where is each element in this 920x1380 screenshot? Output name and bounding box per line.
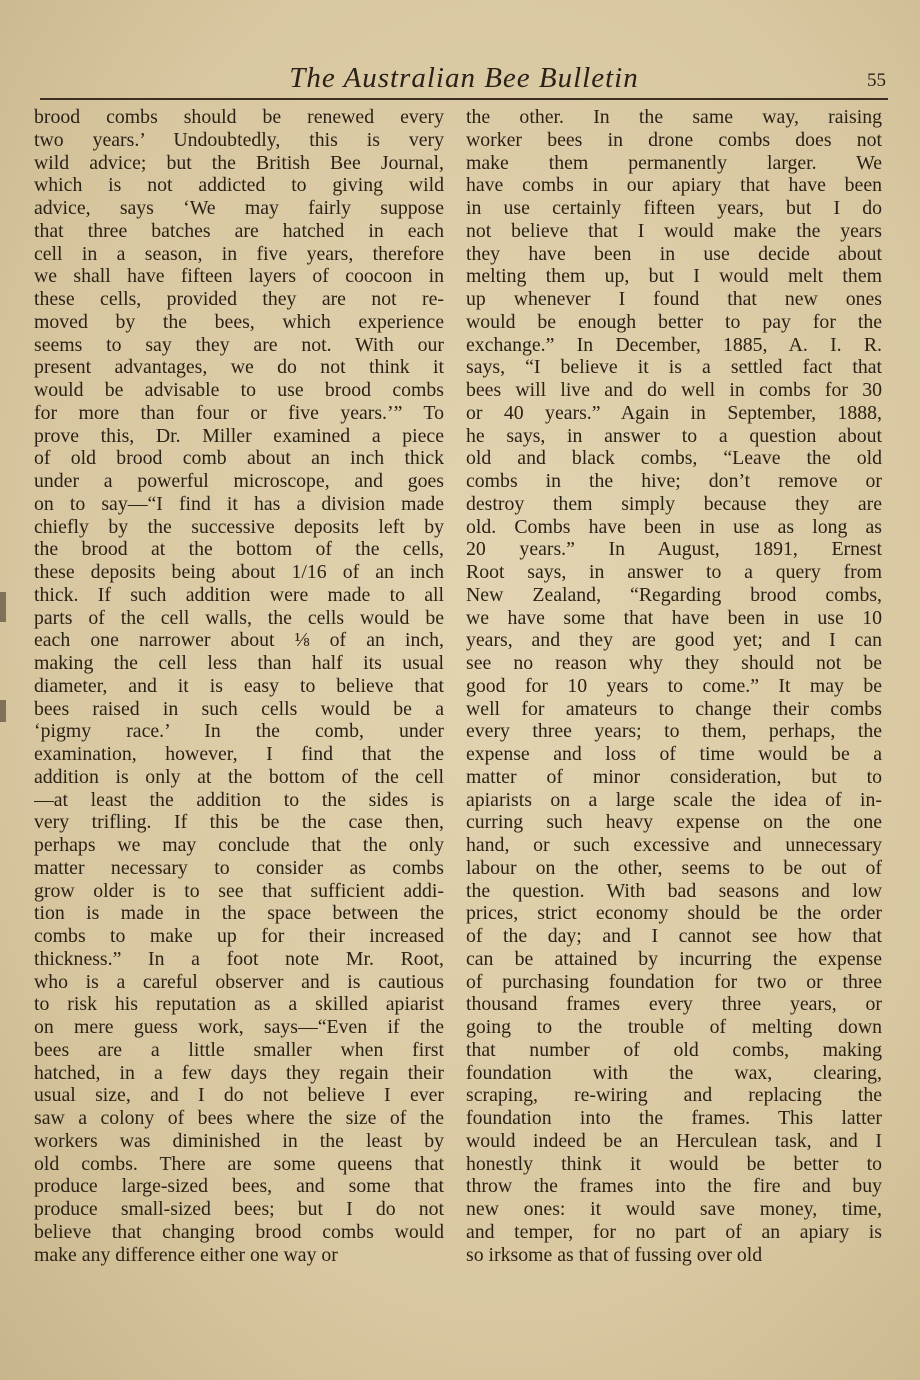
text-line: not believe that I would make the years	[466, 219, 882, 242]
text-line: we shall have fifteen layers of coocoon in	[34, 265, 444, 288]
text-line: produce large-sized bees, and some that	[34, 1175, 444, 1198]
text-line: hand, or such excessive and unnecessary	[466, 834, 882, 856]
text-line: foundation into the frames. This latter	[466, 1107, 882, 1129]
text-line: of purchasing foundation for two or three	[466, 970, 882, 993]
text-line: they have been in use decide about	[466, 242, 882, 265]
text-line: examination, however, I find that the	[34, 743, 444, 765]
text-line: hatched, in a few days they regain their	[34, 1061, 444, 1084]
text-line: up whenever I found that new ones	[466, 288, 882, 310]
text-line: advice, says ‘We may fairly suppose	[34, 197, 444, 219]
text-line: of old brood comb about an inch thick	[34, 447, 444, 470]
text-line: these cells, provided they are not re-	[34, 288, 444, 310]
text-line: each one narrower about ⅛ of an inch,	[34, 629, 444, 652]
text-line: thick. If such addition were made to all	[34, 583, 444, 606]
text-line: bees will live and do well in combs for 30	[466, 379, 882, 401]
text-line: believe that changing brood combs would	[34, 1220, 444, 1243]
text-line: combs to make up for their increased	[34, 925, 444, 947]
text-line: scraping, re-wiring and replacing the	[466, 1084, 882, 1107]
text-line: foundation with the wax, clearing,	[466, 1061, 882, 1084]
text-line: labour on the other, seems to be out of	[466, 856, 882, 879]
text-line: saw a colony of bees where the size of the	[34, 1107, 444, 1129]
text-line: tion is made in the space between the	[34, 902, 444, 925]
journal-title: The Australian Bee Bulletin	[289, 62, 639, 94]
text-line: produce small-sized bees; but I do not	[34, 1198, 444, 1220]
text-line: perhaps we may conclude that the only	[34, 834, 444, 856]
text-line: of the day; and I cannot see how that	[466, 925, 882, 947]
text-line: the question. With bad seasons and low	[466, 879, 882, 902]
text-line: every three years; to them, perhaps, the	[466, 720, 882, 743]
text-line: usual size, and I do not believe I ever	[34, 1084, 444, 1107]
text-line: making the cell less than half its usual	[34, 652, 444, 674]
text-line: he says, in answer to a question about	[466, 424, 882, 447]
text-line: well for amateurs to change their combs	[466, 697, 882, 720]
text-line: good for 10 years to come.” It may be	[466, 674, 882, 697]
text-line: very trifling. If this be the case then,	[34, 811, 444, 834]
text-line: old and black combs, “Leave the old	[466, 447, 882, 470]
text-line: two years.’ Undoubtedly, this is very	[34, 128, 444, 151]
text-line: wild advice; but the British Bee Journal,	[34, 151, 444, 174]
text-line: on mere guess work, says—“Even if the	[34, 1016, 444, 1038]
text-line: parts of the cell walls, the cells would be	[34, 606, 444, 629]
text-line: bees are a little smaller when first	[34, 1038, 444, 1061]
text-line: in use certainly fifteen years, but I do	[466, 197, 882, 219]
text-line: says, “I believe it is a settled fact that	[466, 356, 882, 379]
text-line: to risk his reputation as a skilled apiarist	[34, 993, 444, 1016]
text-line: brood combs should be renewed every	[34, 106, 444, 128]
text-line: throw the frames into the fire and buy	[466, 1175, 882, 1198]
text-line: honestly think it would be better to	[466, 1152, 882, 1175]
text-line: prices, strict economy should be the order	[466, 902, 882, 925]
text-line: would be advisable to use brood combs	[34, 379, 444, 401]
text-line: on to say—“I find it has a division made	[34, 492, 444, 515]
text-line: worker bees in drone combs does not	[466, 128, 882, 151]
text-line: thousand frames every three years, or	[466, 993, 882, 1016]
text-line: can be attained by incurring the expense	[466, 947, 882, 970]
text-line: bees raised in such cells would be a	[34, 697, 444, 720]
text-line: thickness.” In a foot note Mr. Root,	[34, 947, 444, 970]
text-line: moved by the bees, which experience	[34, 310, 444, 333]
text-line: old. Combs have been in use as long as	[466, 515, 882, 538]
text-line: see no reason why they should not be	[466, 652, 882, 674]
text-line: we have some that have been in use 10	[466, 606, 882, 629]
page-number: 55	[867, 70, 886, 91]
text-line: combs in the hive; don’t remove or	[466, 470, 882, 492]
text-line: have combs in our apiary that have been	[466, 174, 882, 197]
text-line: —at least the addition to the sides is	[34, 788, 444, 811]
text-line: Root says, in answer to a query from	[466, 561, 882, 583]
text-line: workers was diminished in the least by	[34, 1129, 444, 1152]
text-line: seems to say they are not. With our	[34, 333, 444, 356]
text-line: that number of old combs, making	[466, 1038, 882, 1061]
text-line: make them permanently larger. We	[466, 151, 882, 174]
left-text-column	[34, 106, 444, 1296]
text-line: matter of minor consideration, but to	[466, 765, 882, 788]
text-line: chiefly by the successive deposits left by	[34, 515, 444, 538]
text-line: and temper, for no part of an apiary is	[466, 1220, 882, 1243]
binding-mark	[0, 592, 6, 622]
text-line: diameter, and it is easy to believe that	[34, 674, 444, 697]
right-text-column	[466, 106, 882, 1296]
text-line: that three batches are hatched in each	[34, 219, 444, 242]
text-line: who is a careful observer and is cautious	[34, 970, 444, 993]
text-line: would be enough better to pay for the	[466, 310, 882, 333]
text-line: old combs. There are some queens that	[34, 1152, 444, 1175]
text-line: would indeed be an Herculean task, and I	[466, 1129, 882, 1152]
text-line: for more than four or five years.’” To	[34, 401, 444, 424]
text-line: apiarists on a large scale the idea of in-	[466, 788, 882, 811]
binding-mark	[0, 700, 6, 722]
text-line: or 40 years.” Again in September, 1888,	[466, 401, 882, 424]
text-line: under a powerful microscope, and goes	[34, 470, 444, 492]
text-line: expense and loss of time would be a	[466, 743, 882, 765]
text-line: 20 years.” In August, 1891, Ernest	[466, 538, 882, 561]
text-line: matter necessary to consider as combs	[34, 856, 444, 879]
text-line: New Zealand, “Regarding brood combs,	[466, 583, 882, 606]
text-line: which is not addicted to giving wild	[34, 174, 444, 197]
text-line: years, and they are good yet; and I can	[466, 629, 882, 652]
text-line: the other. In the same way, raising	[466, 106, 882, 128]
running-header	[40, 58, 888, 100]
text-line: destroy them simply because they are	[466, 492, 882, 515]
text-line: cell in a season, in five years, therefore	[34, 242, 444, 265]
text-line: exchange.” In December, 1885, A. I. R.	[466, 333, 882, 356]
text-line: so irksome as that of fussing over old	[466, 1243, 763, 1266]
text-line: the brood at the bottom of the cells,	[34, 538, 444, 561]
text-line: grow older is to see that sufficient addi-	[34, 879, 444, 902]
text-line: make any difference either one way or	[34, 1243, 338, 1266]
text-line: curring such heavy expense on the one	[466, 811, 882, 834]
text-line: these deposits being about 1/16 of an inch	[34, 561, 444, 583]
text-line: going to the trouble of melting down	[466, 1016, 882, 1038]
text-line: melting them up, but I would melt them	[466, 265, 882, 288]
text-line: prove this, Dr. Miller examined a piece	[34, 424, 444, 447]
text-line: addition is only at the bottom of the cell	[34, 765, 444, 788]
text-line: ‘pigmy race.’ In the comb, under	[34, 720, 444, 743]
text-line: new ones: it would save money, time,	[466, 1198, 882, 1220]
text-line: present advantages, we do not think it	[34, 356, 444, 379]
